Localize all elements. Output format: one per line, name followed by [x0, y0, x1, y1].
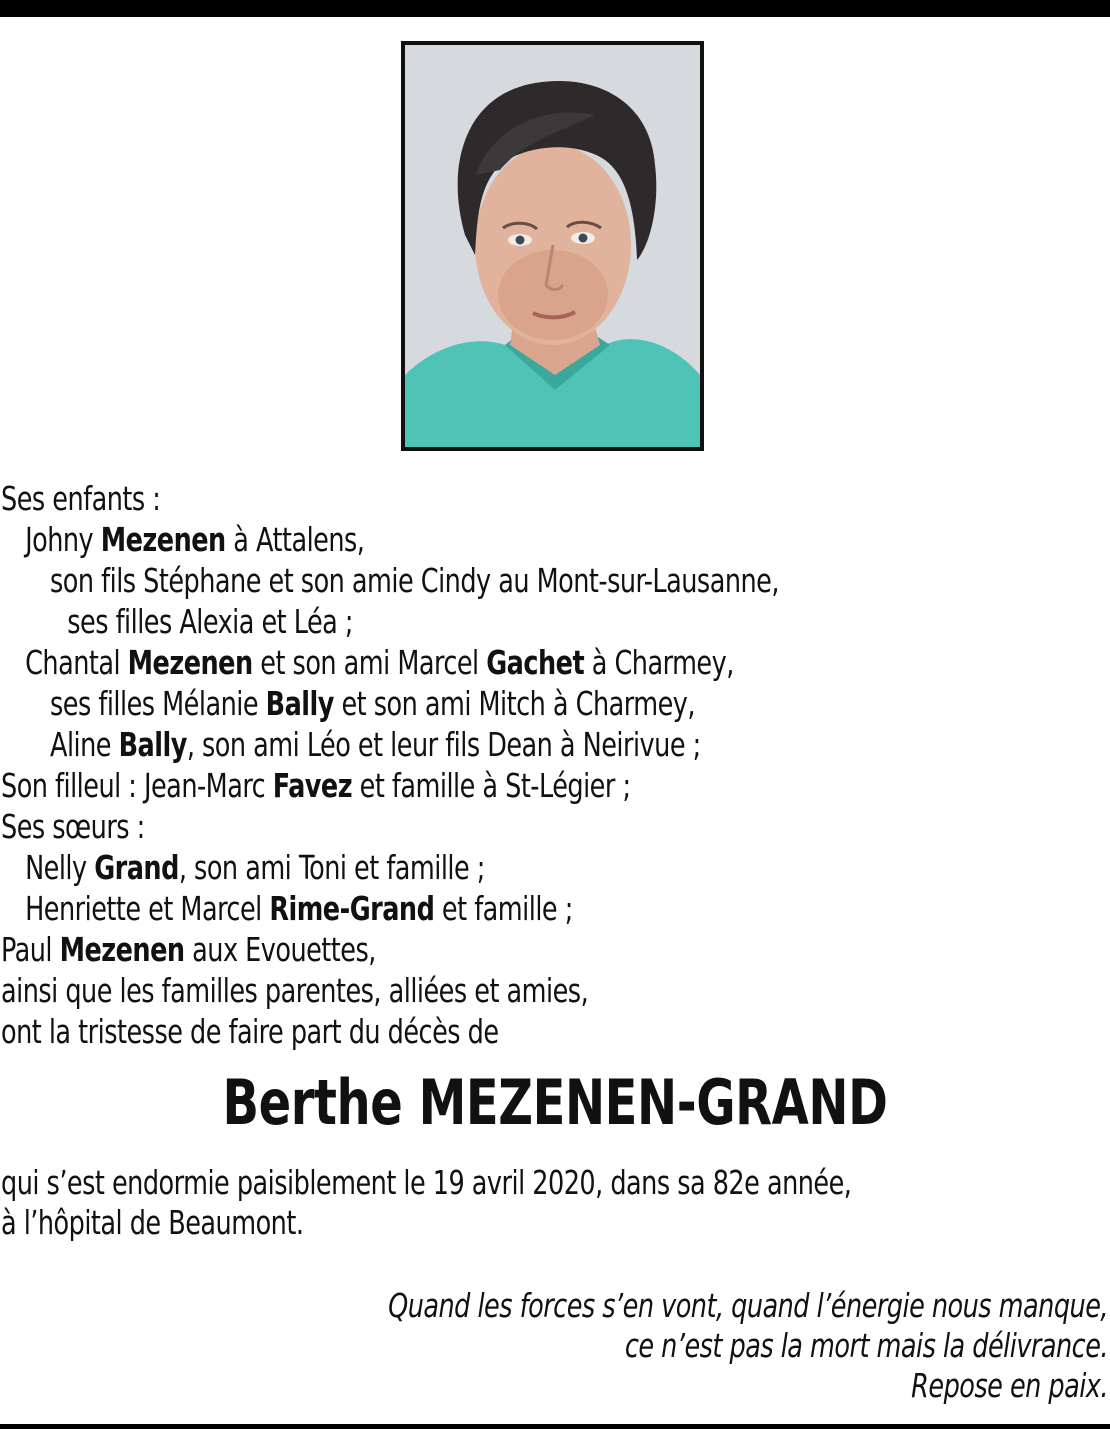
family-text: , son ami Léo et leur fils Dean à Neirivue ; [186, 725, 701, 764]
top-rule [0, 0, 1110, 17]
passing-details [1, 1163, 1033, 1243]
family-line [1, 642, 947, 683]
family-line [1, 683, 947, 724]
family-line [1, 560, 947, 601]
poem-line: Quand les forces s’en vont, quand l’énergie nous manque, [388, 1286, 1109, 1325]
family-text: Paul [1, 930, 60, 969]
family-text: et son ami Marcel [252, 643, 487, 682]
family-surname: Gachet [486, 643, 585, 682]
family-line [1, 601, 947, 642]
family-text: Ses enfants : [1, 479, 161, 518]
poem-line: ce n’est pas la mort mais la délivrance. [624, 1326, 1108, 1365]
passing-line: qui s’est endormie paisiblement le 19 avril 2020, dans sa 82e année, [1, 1163, 852, 1202]
family-text: aux Evouettes, [184, 930, 376, 969]
poem-line: Repose en paix. [911, 1366, 1108, 1405]
family-line [1, 970, 947, 1011]
memorial-poem [76, 1286, 1108, 1406]
family-text: Nelly [25, 848, 95, 887]
family-surname: Mezenen [100, 520, 226, 559]
family-text: et famille à St-Légier ; [352, 766, 631, 805]
family-line [1, 1011, 947, 1052]
family-text: à Charmey, [584, 643, 734, 682]
family-text: et son ami Mitch à Charmey, [333, 684, 695, 723]
family-line [1, 929, 947, 970]
family-text: Chantal [25, 643, 128, 682]
family-text: ont la tristesse de faire part du décès de [1, 1012, 499, 1051]
family-line [1, 888, 947, 929]
family-text: ses filles Alexia et Léa ; [67, 602, 353, 641]
family-text: à Attalens, [225, 520, 365, 559]
family-text: Henriette et Marcel [25, 889, 270, 928]
family-text: son fils Stéphane et son amie Cindy au Mont-sur-Lausanne, [50, 561, 779, 600]
family-surname: Bally [265, 684, 334, 723]
family-line [1, 519, 947, 560]
family-text: Johny [25, 520, 101, 559]
family-surname: Favez [272, 766, 353, 805]
family-announcement [1, 478, 947, 1052]
family-text: , son ami Toni et famille ; [178, 848, 485, 887]
family-text: ses filles Mélanie [50, 684, 266, 723]
family-surname: Mezenen [127, 643, 253, 682]
family-text: et famille ; [434, 889, 573, 928]
family-surname: Rime-Grand [269, 889, 435, 928]
family-surname: Mezenen [59, 930, 185, 969]
family-line [1, 478, 947, 519]
family-text: Ses sœurs : [1, 807, 145, 846]
family-text: Aline [50, 725, 119, 764]
family-text: ainsi que les familles parentes, alliées et amies, [1, 971, 589, 1010]
deceased-name: Berthe MEZENEN-GRAND [222, 1066, 888, 1139]
family-text: Son filleul : Jean-Marc [1, 766, 273, 805]
family-line [1, 806, 947, 847]
family-surname: Bally [118, 725, 187, 764]
family-surname: Grand [94, 848, 179, 887]
portrait-photo [401, 41, 704, 451]
bottom-rule [0, 1424, 1110, 1429]
family-line [1, 847, 947, 888]
family-line [1, 765, 947, 806]
portrait-image [405, 45, 700, 447]
passing-line: à l’hôpital de Beaumont. [1, 1203, 304, 1242]
family-line [1, 724, 947, 765]
